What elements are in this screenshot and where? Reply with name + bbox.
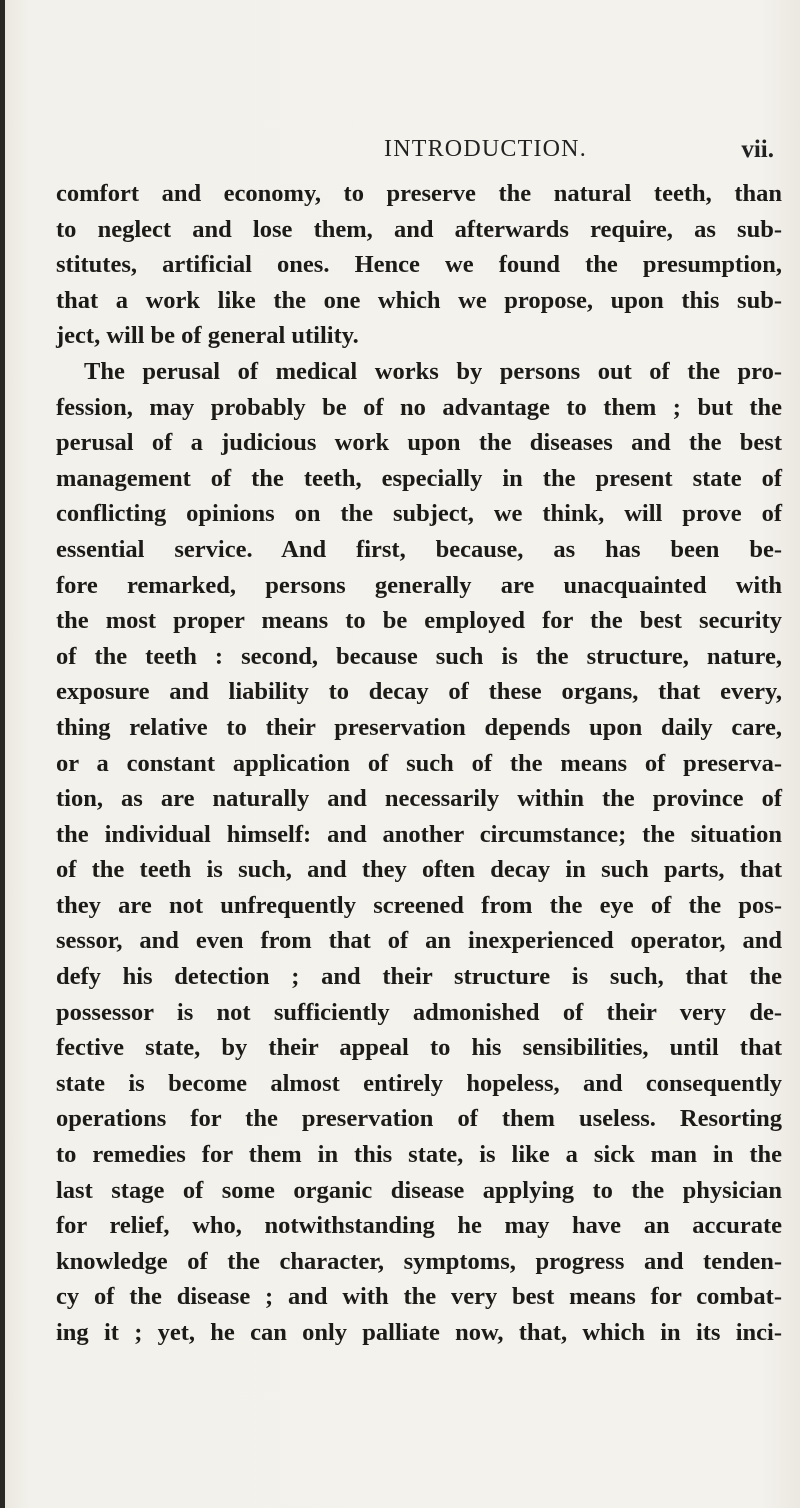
text-line: fore remarked, persons generally are unacquainted with	[56, 571, 782, 599]
text-line: state is become almost entirely hopeless, and consequently	[56, 1069, 782, 1097]
text-line: sessor, and even from that of an inexperienced operator, and	[56, 927, 782, 955]
text-line: exposure and liability to decay of these organs, that every,	[56, 678, 782, 706]
chapter-title: INTRODUCTION.	[384, 136, 587, 162]
text-line: conflicting opinions on the subject, we think, will prove of	[56, 500, 782, 528]
text-line: perusal of a judicious work upon the diseases and the best	[56, 429, 782, 457]
text-line: defy his detection ; and their structure is such, that the	[56, 963, 782, 991]
text-line: stitutes, artificial ones. Hence we found the presumption,	[56, 251, 782, 279]
text-line: to remedies for them in this state, is like a sick man in the	[56, 1141, 782, 1169]
text-line: knowledge of the character, symptoms, progress and tenden-	[56, 1247, 782, 1275]
text-line: they are not unfrequently screened from the eye of the pos-	[56, 891, 782, 919]
text-line: of the teeth is such, and they often decay in such parts, that	[56, 856, 782, 884]
text-line: management of the teeth, especially in the present state of	[56, 464, 782, 492]
text-line: fession, may probably be of no advantage to them ; but the	[56, 393, 782, 421]
running-head	[54, 136, 774, 166]
body-text	[56, 176, 782, 1351]
text-line: or a constant application of such of the means of preserva-	[56, 749, 782, 777]
text-line: last stage of some organic disease applying to the physician	[56, 1176, 782, 1204]
text-line: essential service. And first, because, as has been be-	[56, 535, 782, 563]
text-line: to neglect and lose them, and afterwards require, as sub-	[56, 215, 782, 243]
text-line: ject, will be of general utility.	[56, 322, 359, 350]
text-line: operations for the preservation of them useless. Resorting	[56, 1105, 782, 1133]
text-line: the individual himself: and another circumstance; the situation	[56, 820, 782, 848]
text-line: comfort and economy, to preserve the natural teeth, than	[56, 180, 782, 207]
text-line: thing relative to their preservation depends upon daily care,	[56, 713, 782, 741]
text-line: that a work like the one which we propose, upon this sub-	[56, 286, 782, 314]
text-line: cy of the disease ; and with the very best means for combat-	[56, 1283, 782, 1311]
page-binding-edge	[0, 0, 5, 1508]
text-line: The perusal of medical works by persons out of the pro-	[84, 357, 782, 385]
text-line: the most proper means to be employed for the best security	[56, 607, 782, 635]
text-line: possessor is not sufficiently admonished of their very de-	[56, 998, 782, 1026]
text-line: ing it ; yet, he can only palliate now, that, which in its inci-	[56, 1319, 782, 1346]
text-line: tion, as are naturally and necessarily within the province of	[56, 785, 782, 813]
text-line: for relief, who, notwithstanding he may have an accurate	[56, 1212, 782, 1240]
text-line: of the teeth : second, because such is the structure, nature,	[56, 642, 782, 670]
text-line: fective state, by their appeal to his sensibilities, until that	[56, 1034, 782, 1062]
page-number: vii.	[741, 136, 774, 163]
